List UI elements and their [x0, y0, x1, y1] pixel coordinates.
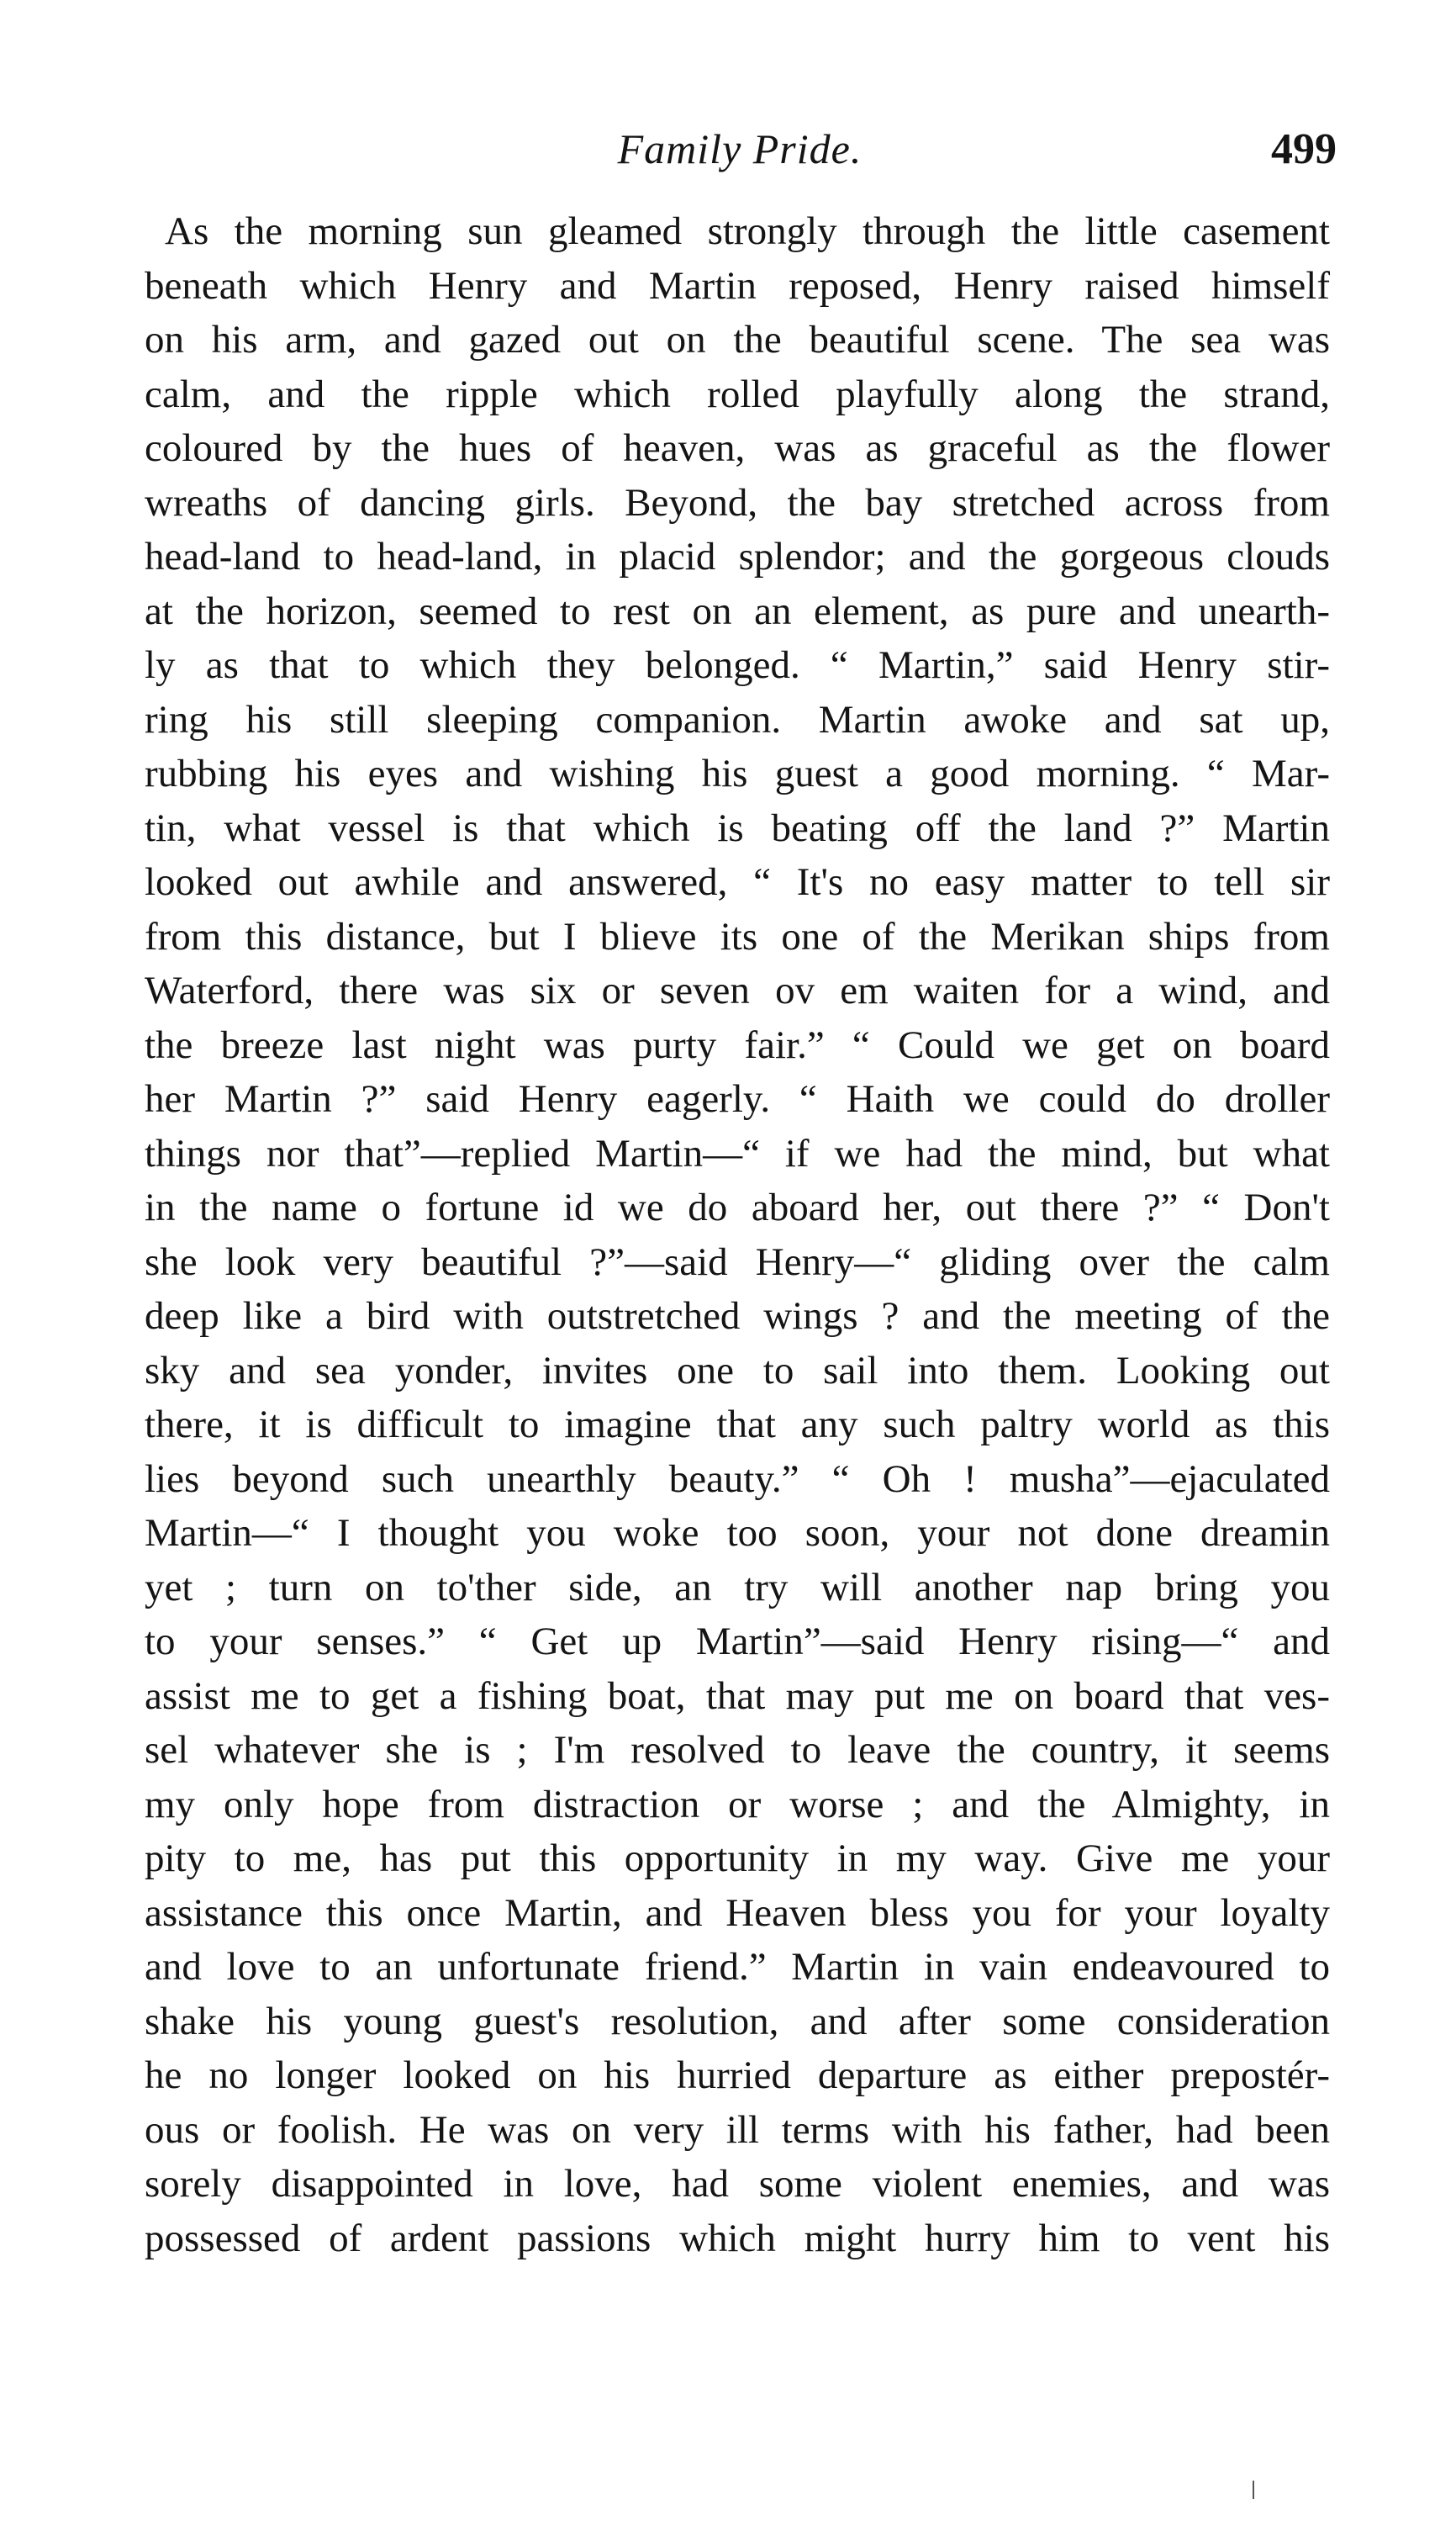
body-text — [145, 204, 1330, 2265]
text-line: As the morning sun gleamed strongly through the little casement — [165, 209, 1330, 253]
text-line: her Martin ?” said Henry eagerly. “ Haith we could do droller — [145, 1077, 1330, 1121]
text-line: Waterford, there was six or seven ov em waiten for a wind, and — [145, 969, 1330, 1012]
text-line: looked out awhile and answered, “ It's no easy matter to tell sir — [145, 860, 1330, 904]
text-line: my only hope from distraction or worse ; and the Almighty, in — [145, 1782, 1330, 1826]
text-line: on his arm, and gazed out on the beautiful scene. The sea was — [145, 318, 1330, 362]
text-line: possessed of ardent passions which might hurry him to vent his — [145, 2216, 1330, 2260]
text-line: tin, what vessel is that which is beating off the land ?” Martin — [145, 806, 1330, 850]
text-line: ous or foolish. He was on very ill terms with his father, had been — [145, 2107, 1330, 2152]
running-head — [143, 118, 1337, 185]
text-line: pity to me, has put this opportunity in my way. Give me your — [145, 1836, 1330, 1880]
text-line: there, it is difficult to imagine that any such paltry world as this — [145, 1403, 1330, 1446]
text-line: assistance this once Martin, and Heaven bless you for your loyalty — [145, 1890, 1330, 1935]
text-line: to your senses.” “ Get up Martin”—said Henry rising—“ and — [145, 1620, 1330, 1663]
text-line: in the name o fortune id we do aboard her, out there ?” “ Don't — [145, 1186, 1330, 1229]
text-line: shake his young guest's resolution, and after some consideration — [145, 1999, 1330, 2043]
text-line: she look very beautiful ?”—said Henry—“ gliding over the calm — [145, 1239, 1330, 1284]
text-line: yet ; turn on to'ther side, an try will another nap bring you — [145, 1565, 1330, 1609]
text-line: ly as that to which they belonged. “ Martin,” said Henry stir- — [145, 643, 1330, 687]
text-line: assist me to get a fishing boat, that may put me on board that ves- — [145, 1673, 1330, 1718]
text-line: rubbing his eyes and wishing his guest a good morning. “ Mar- — [145, 752, 1330, 795]
text-line: he no longer looked on his hurried departure as either prepostér- — [145, 2053, 1330, 2097]
text-line: sorely disappointed in love, had some violent enemies, and was — [145, 2162, 1330, 2206]
text-line: ring his still sleeping companion. Martin awoke and sat up, — [145, 697, 1330, 742]
text-line: beneath which Henry and Martin reposed, Henry raised himself — [145, 263, 1330, 308]
printer-mark — [1253, 2481, 1254, 2499]
text-line: lies beyond such unearthly beauty.” “ Oh ! musha”—ejaculated — [145, 1456, 1330, 1501]
text-line: wreaths of dancing girls. Beyond, the bay stretched across from — [145, 480, 1330, 525]
text-line: and love to an unfortunate friend.” Martin in vain endeavoured to — [145, 1945, 1330, 1989]
text-line: things nor that”—replied Martin—“ if we had the mind, but what — [145, 1131, 1330, 1176]
text-line: sky and sea yonder, invites one to sail into them. Looking out — [145, 1348, 1330, 1393]
text-line: sel whatever she is ; I'm resolved to leave the country, it seems — [145, 1728, 1330, 1772]
running-title: Family Pride. — [617, 125, 863, 172]
text-line: the breeze last night was purty fair.” “ Could we get on board — [145, 1023, 1330, 1067]
text-line: from this distance, but I blieve its one of the Merikan ships from — [145, 914, 1330, 959]
text-line: coloured by the hues of heaven, was as graceful as the flower — [145, 426, 1330, 470]
text-line: head-land to head-land, in placid splendor; and the gorgeous clouds — [145, 535, 1330, 579]
text-line: calm, and the ripple which rolled playfully along the strand, — [145, 372, 1330, 416]
page-number: 499 — [1271, 125, 1337, 173]
text-line: Martin—“ I thought you woke too soon, your not done dreamin — [145, 1511, 1330, 1555]
text-line: deep like a bird with outstretched wings ? and the meeting of the — [145, 1294, 1330, 1338]
text-line: at the horizon, seemed to rest on an element, as pure and unearth- — [145, 589, 1330, 633]
